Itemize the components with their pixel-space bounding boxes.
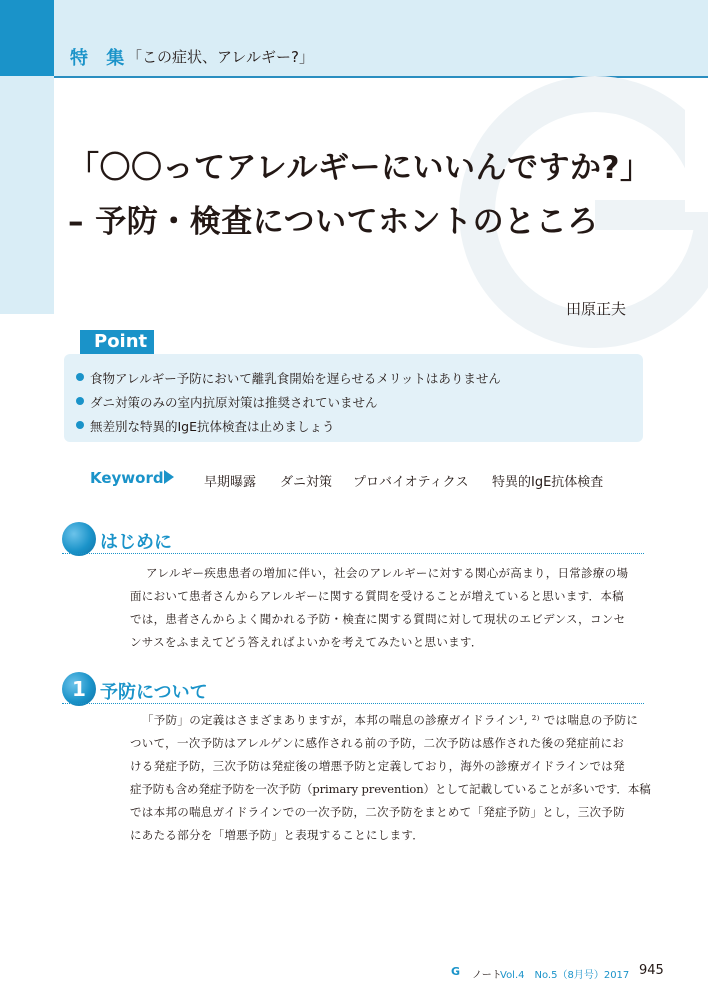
section-title-intro: はじめに <box>100 532 172 553</box>
feature-topic: 「この症状、アレルギー?」 <box>127 48 314 66</box>
bullet-dot-icon <box>76 397 84 405</box>
point-item-text: 食物アレルギー予防において離乳食開始を遅らせるメリットはありません <box>90 371 501 386</box>
footer-brand-g: G <box>451 965 461 978</box>
section-title-prevention: 予防について <box>100 682 208 703</box>
point-item <box>90 369 501 387</box>
paragraph-line: ンサスをふまえてどう答えればよいかを考えてみたいと思います． <box>130 635 483 649</box>
point-tab: Point <box>80 330 154 354</box>
left-margin-strip <box>0 76 54 314</box>
keyword-label: Keyword <box>90 469 164 487</box>
paragraph-line: ける発症予防，三次予防は発症後の増悪予防と定義しており，海外の診療ガイドラインでは発 <box>130 759 625 773</box>
section-rule <box>62 703 644 704</box>
paragraph-line: では本邦の喘息ガイドラインでの一次予防，二次予防をまとめて「発症予防」とし，三次予防 <box>130 805 625 819</box>
header-accent-block <box>0 0 54 76</box>
keyword-item: ダニ対策 <box>280 475 333 490</box>
feature-label: 特 集 <box>70 48 131 69</box>
keyword-item: 早期曝露 <box>204 475 257 490</box>
point-item <box>90 417 335 435</box>
section-rule <box>62 553 644 554</box>
article-title-line1: 「〇〇ってアレルギーにいいんですか?」 <box>68 150 652 186</box>
footer-brand-text: ノート <box>472 970 502 981</box>
keyword-item: プロバイオティクス <box>353 475 469 490</box>
keyword-item: 特異的IgE抗体検査 <box>492 475 604 490</box>
intro-paragraph <box>130 562 650 654</box>
bullet-dot-icon <box>76 421 84 429</box>
paragraph-line: 「予防」の定義はさまざまありますが，本邦の喘息の診療ガイドライン¹, ²⁾ では喘息の予防に <box>142 713 639 727</box>
triangle-right-icon <box>164 470 174 484</box>
paragraph-line: では，患者さんからよく聞かれる予防・検査に関する質問に対して現状のエビデンス，コンセ <box>130 612 626 626</box>
author-name: 田原正夫 <box>566 300 627 318</box>
prevention-paragraph <box>130 709 650 847</box>
section-circle-icon <box>62 522 96 556</box>
paragraph-line: にあたる部分を「増悪予防」と表現することにします． <box>130 828 425 842</box>
bullet-dot-icon <box>76 373 84 381</box>
paragraph-line: 症予防も含め発症予防を一次予防（primary prevention）として記載していることが多いです．本稿 <box>130 782 651 796</box>
footer-issue-meta: Vol.4 No.5（8月号）2017 <box>500 970 630 981</box>
page-number: 945 <box>639 963 664 978</box>
point-item-text: 無差別な特異的IgE抗体検査は止めましょう <box>90 419 335 434</box>
point-item <box>90 393 378 411</box>
point-item-text: ダニ対策のみの室内抗原対策は推奨されていません <box>90 395 378 410</box>
paragraph-line: アレルギー疾患患者の増加に伴い，社会のアレルギーに対する関心が高まり，日常診療の場 <box>146 566 629 580</box>
paragraph-line: ついて，一次予防はアレルゲンに感作される前の予防，二次予防は感作された後の発症前にお <box>130 736 625 750</box>
article-title-line2: – 予防・検査についてホントのところ <box>68 204 599 240</box>
paragraph-line: 面において患者さんからアレルギーに関する質問を受けることが増えていると思います．本稿 <box>130 589 624 603</box>
section-number-circle: 1 <box>62 672 96 706</box>
